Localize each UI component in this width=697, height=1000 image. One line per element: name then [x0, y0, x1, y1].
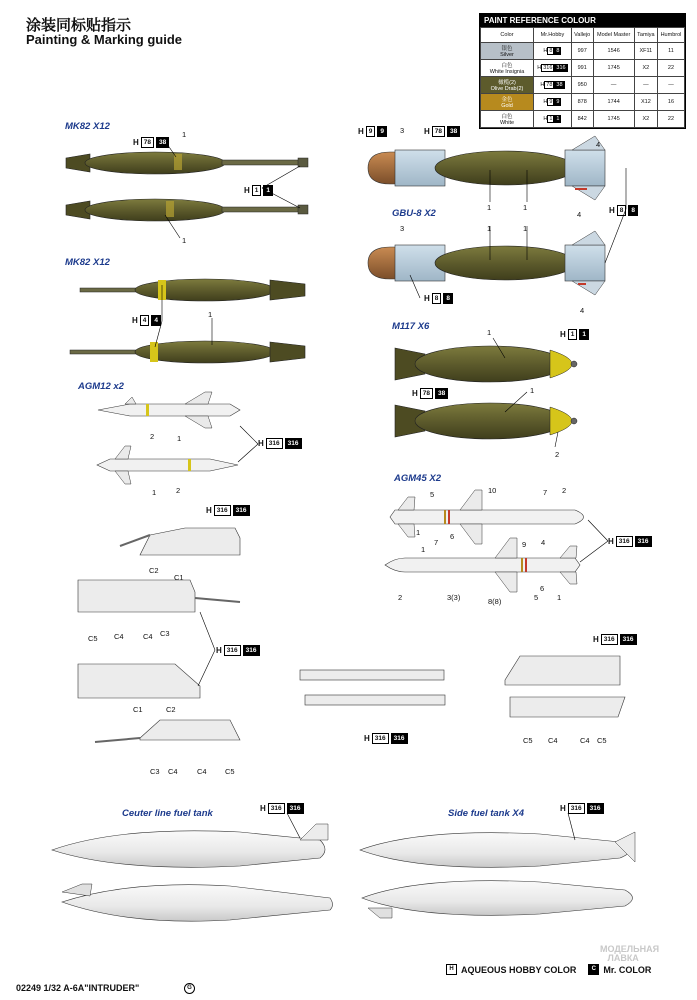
- callout-3-3: 3(3): [447, 593, 461, 602]
- legend-row-gold: 金色 Gold H 9 9 878 1744 X12 16: [481, 94, 685, 111]
- footer-kit-id: 02249 1/32 A-6A"INTRUDER": [16, 983, 140, 993]
- col-mrhobby: Mr.Hobby: [534, 28, 572, 43]
- pylon-2: [78, 580, 240, 612]
- tag-olive-1: H 78 38: [133, 137, 169, 148]
- col-color: Color: [481, 28, 534, 43]
- callout-2: 2: [562, 486, 567, 495]
- callout-1: 1: [421, 545, 426, 554]
- watermark-logo: МОДЕЛЬНАЯ ЛАВКА: [600, 944, 660, 963]
- callout-1: 1: [416, 528, 421, 537]
- m117-bomb-1: [395, 346, 577, 382]
- swatch-gold: 金色 Gold: [481, 94, 534, 111]
- agm45-missile-2: [385, 538, 580, 592]
- section-gbu8: GBU-8 X2: [392, 208, 436, 219]
- mk82-bomb-3: [80, 279, 305, 301]
- callout-c4: C4: [580, 736, 590, 745]
- page-title-cn: 涂装同标贴指示: [26, 16, 132, 34]
- agm12-missile-1: [98, 392, 240, 428]
- callout-c1: C1: [174, 573, 184, 582]
- section-agm45: AGM45 X2: [394, 473, 441, 484]
- callout-2: 2: [398, 593, 403, 602]
- callout-c4: C4: [168, 767, 178, 776]
- legend-row-olive-drab: 橄榄(2) Olive Drab(2) H 78 38 950 — — —: [481, 77, 685, 94]
- gbu8-bomb-2: [368, 231, 605, 295]
- callout-10: 10: [488, 486, 497, 495]
- callout-4: 4: [596, 140, 601, 149]
- legend-row-white-insignia: 白色 White Insignia H 316 316 991 1745 X2 22: [481, 60, 685, 77]
- tag-white-m117: H 1 1: [560, 329, 589, 340]
- callout-8-8: 8(8): [488, 597, 502, 606]
- callout-9: 9: [522, 540, 527, 549]
- callout-c5: C5: [523, 736, 533, 745]
- pylon-1: [120, 528, 240, 555]
- callout-c2: C2: [149, 566, 159, 575]
- centerline-fuel-tank-1: [52, 824, 328, 867]
- callout-c3: C3: [150, 767, 160, 776]
- swatch-white: 白色 White: [481, 111, 534, 128]
- legend-title: PAINT REFERENCE COLOUR: [480, 14, 685, 27]
- callout-7: 7: [543, 488, 548, 497]
- tag-side-tank: H 316 316: [560, 803, 604, 814]
- callout-1: 1: [487, 203, 492, 212]
- rail-1: [300, 670, 444, 680]
- tag-silver-2: H 8 8: [424, 293, 453, 304]
- callout-7: 7: [434, 538, 439, 547]
- aqueous-box-icon: H: [446, 964, 457, 975]
- tag-mk82-b: H 4 4: [132, 315, 161, 326]
- section-centerline-tank: Ceuter line fuel tank: [122, 808, 213, 819]
- col-vallejo: Vallejo: [571, 28, 593, 43]
- callout-c4: C4: [143, 632, 153, 641]
- callout-1: 1: [487, 224, 492, 233]
- callout-5: 5: [534, 593, 539, 602]
- aqueous-label: AQUEOUS HOBBY COLOR: [461, 964, 577, 975]
- section-m117: M117 X6: [392, 321, 430, 332]
- m117-bomb-2: [395, 403, 577, 439]
- page-title-en: Painting & Marking guide: [26, 32, 183, 47]
- callout-4: 4: [541, 538, 546, 547]
- gbu8-bomb-1: [368, 136, 605, 200]
- callout-1: 1: [208, 310, 213, 319]
- col-modelmaster: Model Master: [593, 28, 634, 43]
- side-fuel-tank-1: [360, 832, 635, 867]
- callout-1: 1: [523, 203, 528, 212]
- section-mk82-b: MK82 X12: [65, 257, 110, 268]
- mk82-bomb-1: [66, 152, 308, 174]
- col-tamiya: Tamiya: [634, 28, 657, 43]
- footer-legend: [446, 964, 651, 975]
- side-fuel-tank-2: [362, 881, 633, 918]
- swatch-white-insignia: 白色 White Insignia: [481, 60, 534, 77]
- legend-row-silver: 银色 Silver H 8 8 997 1546 XF11 11: [481, 43, 685, 60]
- mk82-bomb-2: [66, 199, 308, 221]
- callout-1: 1: [182, 236, 187, 245]
- tag-pylon-mid: H 316 316: [216, 645, 260, 656]
- callout-1: 1: [487, 328, 492, 337]
- callout-c5: C5: [225, 767, 235, 776]
- callout-1: 1: [557, 593, 562, 602]
- callout-4: 4: [577, 210, 582, 219]
- callout-1: 1: [523, 224, 528, 233]
- agm12-missile-2: [97, 446, 238, 484]
- swatch-olive-drab: 橄榄(2) Olive Drab(2): [481, 77, 534, 94]
- callout-4: 4: [580, 306, 585, 315]
- callout-c1: C1: [133, 705, 143, 714]
- callout-1: 1: [152, 488, 157, 497]
- tag-olive-m117: H 78 38: [412, 388, 448, 399]
- callout-c4: C4: [114, 632, 124, 641]
- rail-4: [510, 697, 625, 717]
- tag-white-1: H 1 1: [244, 185, 273, 196]
- callout-c5: C5: [88, 634, 98, 643]
- rail-3: [505, 656, 620, 685]
- callout-2: 2: [176, 486, 181, 495]
- tag-agm12: H 316 316: [258, 438, 302, 449]
- callout-1: 1: [182, 130, 187, 139]
- callout-c4: C4: [548, 736, 558, 745]
- callout-6: 6: [540, 584, 545, 593]
- legend-row-white: 白色 White H 1 1 842 1745 X2 22: [481, 111, 685, 128]
- section-mk82-a: MK82 X12: [65, 121, 110, 132]
- callout-2: 2: [150, 432, 155, 441]
- pylon-3: [78, 664, 200, 698]
- tag-rail-right: H 316 316: [593, 634, 637, 645]
- tag-gold: H 9 9: [358, 126, 387, 137]
- callout-c5: C5: [597, 736, 607, 745]
- callout-1: 1: [177, 434, 182, 443]
- callout-2: 2: [555, 450, 560, 459]
- col-humbrol: Humbrol: [657, 28, 684, 43]
- footer-page-marker: G: [184, 983, 195, 994]
- pylon-4: [95, 720, 240, 742]
- section-agm12: AGM12 x2: [78, 381, 124, 392]
- tag-centerline-tank: H 316 316: [260, 803, 304, 814]
- tag-pylon-top: H 316 316: [206, 505, 250, 516]
- callout-c4: C4: [197, 767, 207, 776]
- tag-silver-1: H 8 8: [609, 205, 638, 216]
- mr-color-box-icon: C: [588, 964, 599, 975]
- callout-5: 5: [430, 490, 435, 499]
- tag-olive-gbu8: H 78 38: [424, 126, 460, 137]
- rail-2: [305, 695, 445, 705]
- callout-3: 3: [400, 126, 405, 135]
- callout-c2: C2: [166, 705, 176, 714]
- callout-3: 3: [400, 224, 405, 233]
- section-side-tank: Side fuel tank X4: [448, 808, 525, 819]
- swatch-silver: 银色 Silver: [481, 43, 534, 60]
- mr-color-label: Mr. COLOR: [603, 964, 652, 975]
- tag-rail-center: H 316 316: [364, 733, 408, 744]
- callout-1: 1: [530, 386, 535, 395]
- centerline-fuel-tank-2: [62, 884, 333, 921]
- callout-6: 6: [450, 532, 455, 541]
- callout-c3: C3: [160, 629, 170, 638]
- mk82-bomb-4: [70, 341, 305, 363]
- tag-agm45: H 316 316: [608, 536, 652, 547]
